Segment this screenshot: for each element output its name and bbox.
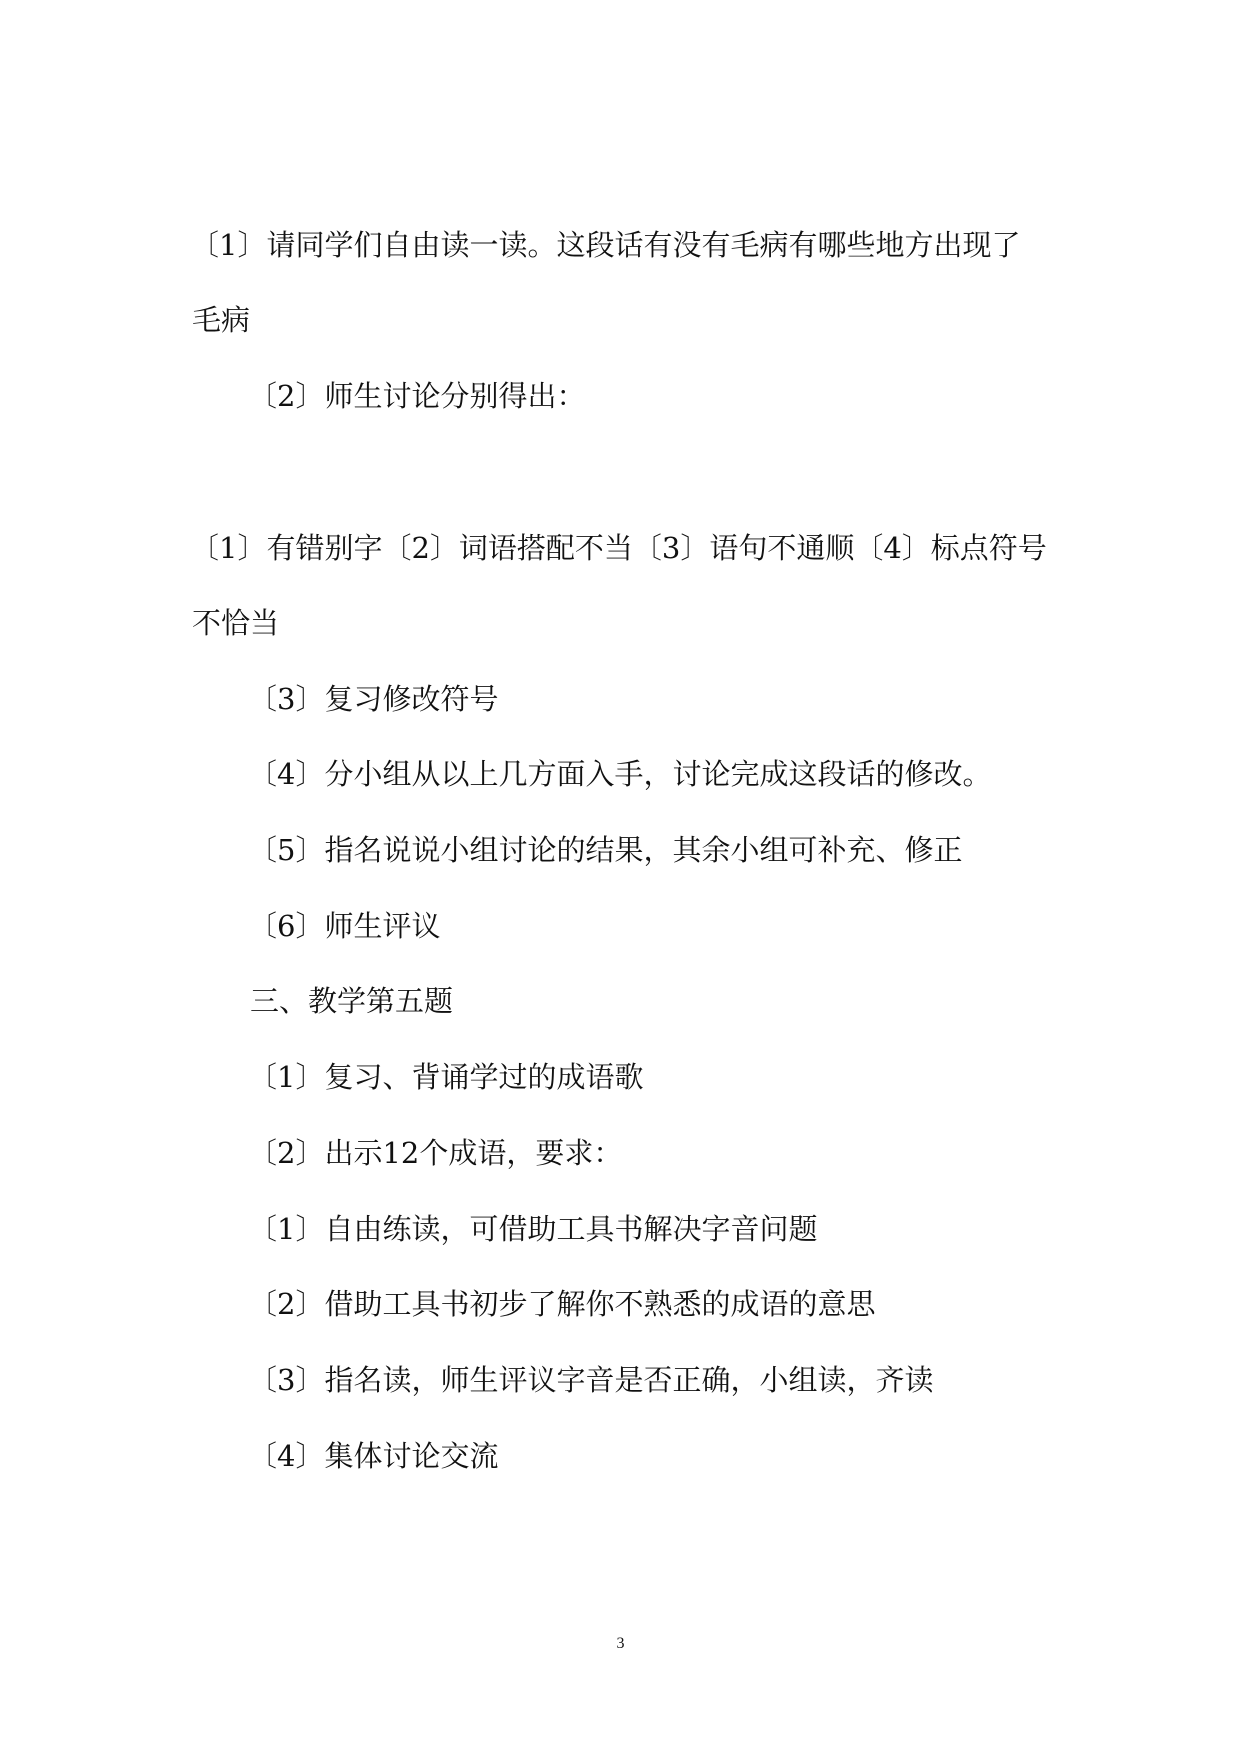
paragraph-line-2: 毛病 bbox=[192, 303, 251, 337]
paragraph-line-13: 〔1〕自由练读，可借助工具书解决字音问题 bbox=[248, 1212, 818, 1246]
paragraph-line-9: 〔6〕师生评议 bbox=[248, 909, 441, 943]
paragraph-line-14: 〔2〕借助工具书初步了解你不熟悉的成语的意思 bbox=[248, 1287, 876, 1321]
page-number: 3 bbox=[616, 1635, 625, 1652]
paragraph-line-1: 〔1〕请同学们自由读一读。这段话有没有毛病有哪些地方出现了 bbox=[190, 228, 1021, 262]
paragraph-line-5: 不恰当 bbox=[192, 606, 280, 640]
paragraph-line-6: 〔3〕复习修改符号 bbox=[248, 682, 499, 716]
paragraph-line-16: 〔4〕集体讨论交流 bbox=[248, 1439, 499, 1473]
paragraph-line-8: 〔5〕指名说说小组讨论的结果，其余小组可补充、修正 bbox=[248, 833, 963, 867]
paragraph-line-11: 〔1〕复习、背诵学过的成语歌 bbox=[248, 1060, 644, 1094]
paragraph-line-12: 〔2〕出示12个成语，要求： bbox=[248, 1136, 623, 1170]
paragraph-line-7: 〔4〕分小组从以上几方面入手，讨论完成这段话的修改。 bbox=[248, 757, 992, 791]
paragraph-line-4: 〔1〕有错别字〔2〕词语搭配不当〔3〕语句不通顺〔4〕标点符号 bbox=[190, 531, 1047, 565]
paragraph-line-3: 〔2〕师生讨论分别得出： bbox=[248, 379, 586, 413]
paragraph-line-15: 〔3〕指名读，师生评议字音是否正确，小组读，齐读 bbox=[248, 1363, 934, 1397]
section-heading: 三、教学第五题 bbox=[250, 984, 454, 1018]
